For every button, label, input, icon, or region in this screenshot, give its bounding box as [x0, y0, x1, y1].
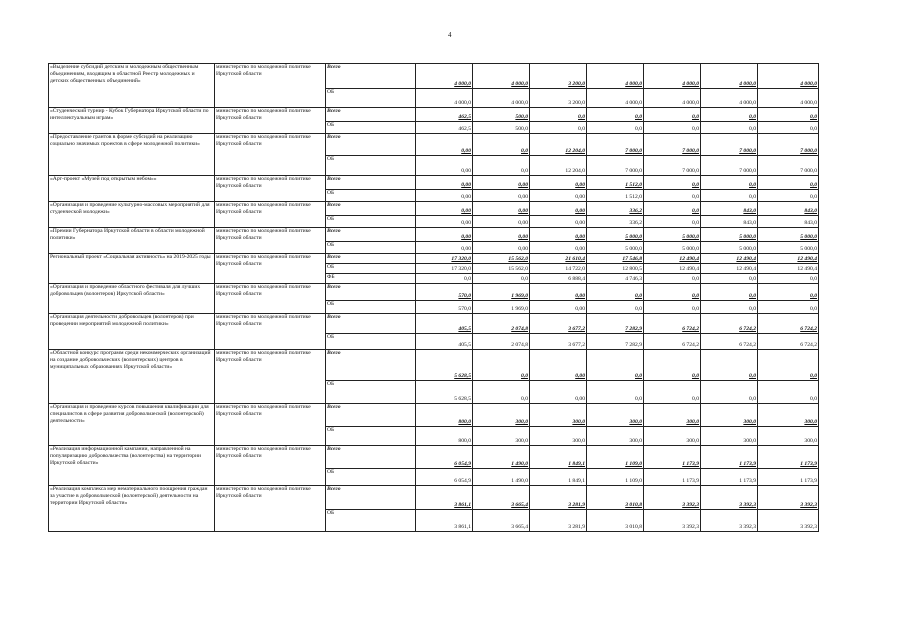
- activity-name: Региональный проект «Социальная активность» на 2019-2025 годы: [49, 254, 215, 284]
- amount-cell: 0,0: [701, 284, 758, 301]
- funding-source: ОБ: [326, 510, 416, 532]
- amount-cell: 7 000,0: [587, 134, 644, 156]
- amount-cell: 6 054,9: [416, 446, 473, 469]
- amount-cell: 12 490,4: [701, 264, 758, 274]
- amount-cell: 0,00: [530, 216, 587, 228]
- amount-cell: 4 000,0: [587, 64, 644, 89]
- amount-cell: 300,0: [473, 427, 530, 446]
- amount-cell: 6 724,2: [758, 314, 819, 334]
- amount-cell: 300,0: [473, 404, 530, 427]
- amount-cell: 500,0: [473, 122, 530, 134]
- funding-source: Всего: [326, 446, 416, 469]
- table-row: [49, 486, 819, 510]
- amount-cell: 1 849,1: [530, 469, 587, 486]
- funding-source: Всего: [326, 134, 416, 156]
- amount-cell: 0,0: [644, 350, 701, 381]
- amount-cell: 6 724,2: [644, 334, 701, 350]
- amount-cell: 3 010,8: [587, 486, 644, 510]
- amount-cell: 336,2: [587, 216, 644, 228]
- funding-source: ОБ: [326, 469, 416, 486]
- executor: министерство по молодежной политике Иркутской области: [215, 108, 326, 134]
- amount-cell: 300,0: [644, 427, 701, 446]
- amount-cell: 0,00: [473, 228, 530, 242]
- amount-cell: 0,0: [701, 108, 758, 122]
- amount-cell: 3 861,1: [416, 510, 473, 532]
- amount-cell: 4 000,0: [473, 64, 530, 89]
- amount-cell: 5 000,0: [758, 242, 819, 254]
- table-row: [49, 446, 819, 469]
- funding-table: [48, 63, 819, 532]
- amount-cell: 0,0: [587, 350, 644, 381]
- executor: министерство по молодежной политике Иркутской области: [215, 202, 326, 228]
- amount-cell: 0,0: [701, 301, 758, 314]
- amount-cell: 0,00: [530, 190, 587, 202]
- activity-name: «Организация деятельности добровольцев (волонтеров) при проведении мероприятий молодежной политики»: [49, 314, 215, 350]
- amount-cell: 1 173,9: [644, 469, 701, 486]
- executor: министерство по молодежной политике Иркутской области: [215, 284, 326, 314]
- amount-cell: 5 000,0: [644, 228, 701, 242]
- amount-cell: 800,0: [416, 404, 473, 427]
- activity-name: «Организация и проведение курсов повышения квалификации для специалистов в сфере развития добровольческой (волонтерской) деятельности»: [49, 404, 215, 446]
- amount-cell: 462,5: [416, 122, 473, 134]
- amount-cell: 0,0: [644, 108, 701, 122]
- funding-source: Всего: [326, 228, 416, 242]
- amount-cell: 800,0: [416, 427, 473, 446]
- amount-cell: 570,0: [416, 301, 473, 314]
- amount-cell: 3 200,0: [530, 64, 587, 89]
- amount-cell: 3 665,4: [473, 510, 530, 532]
- amount-cell: 5 628,5: [416, 350, 473, 381]
- amount-cell: 0,0: [416, 274, 473, 284]
- amount-cell: 0,0: [758, 108, 819, 122]
- amount-cell: 0,0: [644, 274, 701, 284]
- activity-name: «Организация и проведение областного фестиваля для лучших добровольцев (волонтеров) Иркутской области»: [49, 284, 215, 314]
- amount-cell: 4 000,0: [473, 89, 530, 108]
- amount-cell: 0,0: [530, 122, 587, 134]
- funding-source: Всего: [326, 202, 416, 216]
- amount-cell: 1 512,0: [587, 176, 644, 190]
- amount-cell: 3 861,1: [416, 486, 473, 510]
- amount-cell: 0,0: [587, 381, 644, 404]
- funding-source: Всего: [326, 314, 416, 334]
- amount-cell: 300,0: [587, 427, 644, 446]
- amount-cell: 0,0: [701, 274, 758, 284]
- amount-cell: 4 746,3: [587, 274, 644, 284]
- amount-cell: 6 888,4: [530, 274, 587, 284]
- activity-name: «Арт-проект «Музей под открытым небом»»: [49, 176, 215, 202]
- amount-cell: 3 677,2: [530, 314, 587, 334]
- funding-source: Всего: [326, 486, 416, 510]
- table-row: [49, 404, 819, 427]
- amount-cell: 0,0: [758, 274, 819, 284]
- amount-cell: 462,5: [416, 108, 473, 122]
- amount-cell: 3 392,3: [644, 486, 701, 510]
- amount-cell: 7 000,0: [758, 156, 819, 176]
- funding-source: ОБ: [326, 381, 416, 404]
- amount-cell: 843,0: [701, 216, 758, 228]
- executor: министерство по молодежной политике Иркутской области: [215, 64, 326, 108]
- amount-cell: 15 562,0: [473, 254, 530, 264]
- amount-cell: 1 173,9: [701, 469, 758, 486]
- amount-cell: 0,00: [530, 284, 587, 301]
- amount-cell: 4 000,0: [758, 64, 819, 89]
- executor: министерство по молодежной политике Иркутской области: [215, 486, 326, 532]
- table-row: [49, 254, 819, 264]
- amount-cell: 0,0: [701, 350, 758, 381]
- amount-cell: 1 173,9: [758, 469, 819, 486]
- amount-cell: 5 000,0: [587, 228, 644, 242]
- amount-cell: 0,0: [758, 190, 819, 202]
- funding-source: ОБ: [326, 334, 416, 350]
- amount-cell: 0,0: [644, 284, 701, 301]
- funding-source: Всего: [326, 108, 416, 122]
- amount-cell: 2 074,8: [473, 314, 530, 334]
- amount-cell: 7 000,0: [701, 156, 758, 176]
- funding-source: ОБ: [326, 427, 416, 446]
- amount-cell: 0,00: [416, 242, 473, 254]
- funding-source: ОБ: [326, 156, 416, 176]
- amount-cell: 0,00: [416, 216, 473, 228]
- amount-cell: 0,00: [473, 216, 530, 228]
- amount-cell: 5 000,0: [701, 242, 758, 254]
- amount-cell: 7 000,0: [701, 134, 758, 156]
- funding-source: Всего: [326, 64, 416, 89]
- amount-cell: 3 677,2: [530, 334, 587, 350]
- amount-cell: 3 281,9: [530, 510, 587, 532]
- amount-cell: 570,0: [416, 284, 473, 301]
- amount-cell: 0,0: [473, 350, 530, 381]
- amount-cell: 4 000,0: [416, 64, 473, 89]
- activity-name: «Студенческий турнир - Кубок Губернатора Иркутской области по интеллектуальным играм»: [49, 108, 215, 134]
- amount-cell: 0,00: [416, 228, 473, 242]
- amount-cell: 843,0: [758, 202, 819, 216]
- amount-cell: 6 054,9: [416, 469, 473, 486]
- funding-source: ОБ: [326, 216, 416, 228]
- activity-name: «Областной конкурс программ среди некоммерческих организаций на создание добровольческих (волонтерских) центров в муниципальных образованиях Иркутской области»: [49, 350, 215, 404]
- amount-cell: 300,0: [701, 427, 758, 446]
- table-row: [49, 64, 819, 89]
- amount-cell: 0,0: [587, 122, 644, 134]
- funding-source: ФБ: [326, 274, 416, 284]
- amount-cell: 12 490,4: [758, 254, 819, 264]
- amount-cell: 4 000,0: [587, 89, 644, 108]
- amount-cell: 12 490,4: [701, 254, 758, 264]
- amount-cell: 6 724,2: [701, 314, 758, 334]
- amount-cell: 3 392,3: [758, 510, 819, 532]
- amount-cell: 7 000,0: [587, 156, 644, 176]
- amount-cell: 0,0: [644, 190, 701, 202]
- amount-cell: 0,0: [758, 350, 819, 381]
- amount-cell: 0,00: [473, 242, 530, 254]
- amount-cell: 0,00: [530, 301, 587, 314]
- amount-cell: 7 282,9: [587, 314, 644, 334]
- funding-source: Всего: [326, 284, 416, 301]
- amount-cell: 17 320,0: [416, 264, 473, 274]
- amount-cell: 1 490,0: [473, 446, 530, 469]
- table-row: [49, 314, 819, 334]
- amount-cell: 0,00: [416, 176, 473, 190]
- funding-source: Всего: [326, 404, 416, 427]
- amount-cell: 6 724,2: [644, 314, 701, 334]
- amount-cell: 0,0: [473, 134, 530, 156]
- amount-cell: 3 010,8: [587, 510, 644, 532]
- amount-cell: 3 392,3: [758, 486, 819, 510]
- amount-cell: 0,0: [644, 381, 701, 404]
- amount-cell: 3 392,3: [701, 510, 758, 532]
- amount-cell: 0,00: [530, 228, 587, 242]
- amount-cell: 0,0: [473, 156, 530, 176]
- amount-cell: 0,0: [644, 176, 701, 190]
- executor: министерство по молодежной политике Иркутской области: [215, 228, 326, 254]
- amount-cell: 405,5: [416, 334, 473, 350]
- amount-cell: 500,0: [473, 108, 530, 122]
- amount-cell: 0,0: [758, 301, 819, 314]
- amount-cell: 0,00: [416, 190, 473, 202]
- amount-cell: 6 724,2: [701, 334, 758, 350]
- executor: министерство по молодежной политике Иркутской области: [215, 446, 326, 486]
- amount-cell: 12 490,4: [644, 254, 701, 264]
- table-row: [49, 228, 819, 242]
- activity-name: «Выделение субсидий детским и молодежным общественным объединениям, входящим в областной Реестр молодежных и детских общественных объединений»: [49, 64, 215, 108]
- amount-cell: 1 490,0: [473, 469, 530, 486]
- amount-cell: 843,0: [701, 202, 758, 216]
- activity-name: «Организация и проведение культурно-массовых мероприятий для студенческой молодежи»: [49, 202, 215, 228]
- amount-cell: 7 000,0: [644, 134, 701, 156]
- amount-cell: 0,0: [644, 122, 701, 134]
- amount-cell: 300,0: [587, 404, 644, 427]
- amount-cell: 4 000,0: [701, 64, 758, 89]
- amount-cell: 0,0: [473, 381, 530, 404]
- page-number: 4: [448, 31, 452, 39]
- amount-cell: 300,0: [644, 404, 701, 427]
- amount-cell: 1 849,1: [530, 446, 587, 469]
- amount-cell: 1 109,0: [587, 446, 644, 469]
- amount-cell: 0,0: [701, 381, 758, 404]
- table-body: [49, 64, 819, 532]
- amount-cell: 7 000,0: [644, 156, 701, 176]
- amount-cell: 0,0: [587, 301, 644, 314]
- executor: министерство по молодежной политике Иркутской области: [215, 350, 326, 404]
- amount-cell: 4 000,0: [644, 89, 701, 108]
- executor: министерство по молодежной политике Иркутской области: [215, 134, 326, 176]
- amount-cell: 300,0: [701, 404, 758, 427]
- executor: министерство по молодежной политике Иркутской области: [215, 314, 326, 350]
- table-row: [49, 284, 819, 301]
- amount-cell: 336,2: [587, 202, 644, 216]
- amount-cell: 5 628,5: [416, 381, 473, 404]
- amount-cell: 0,0: [758, 381, 819, 404]
- amount-cell: 7 000,0: [758, 134, 819, 156]
- amount-cell: 3 200,0: [530, 89, 587, 108]
- amount-cell: 0,00: [416, 156, 473, 176]
- amount-cell: 12 800,5: [587, 264, 644, 274]
- amount-cell: 1 969,0: [473, 284, 530, 301]
- activity-name: «Реализация комплекса мер нематериального поощрения граждан за участие в добровольческой (волонтерской) деятельности на территории Иркутской области»: [49, 486, 215, 532]
- amount-cell: 0,0: [587, 108, 644, 122]
- amount-cell: 300,0: [530, 404, 587, 427]
- amount-cell: 0,00: [530, 242, 587, 254]
- amount-cell: 3 392,3: [644, 510, 701, 532]
- amount-cell: 300,0: [758, 427, 819, 446]
- funding-source: Всего: [326, 254, 416, 264]
- amount-cell: 17 546,8: [587, 254, 644, 264]
- amount-cell: 0,00: [530, 202, 587, 216]
- amount-cell: 0,00: [473, 202, 530, 216]
- amount-cell: 5 000,0: [758, 228, 819, 242]
- amount-cell: 0,00: [530, 381, 587, 404]
- amount-cell: 0,0: [644, 216, 701, 228]
- table-row: [49, 176, 819, 190]
- amount-cell: 15 562,0: [473, 264, 530, 274]
- activity-name: «Премии Губернатора Иркутской области в области молодежной политики»: [49, 228, 215, 254]
- table-row: [49, 350, 819, 381]
- amount-cell: 0,0: [701, 176, 758, 190]
- funding-source: ОБ: [326, 122, 416, 134]
- executor: министерство по молодежной политике Иркутской области: [215, 404, 326, 446]
- amount-cell: 6 724,2: [758, 334, 819, 350]
- amount-cell: 300,0: [530, 427, 587, 446]
- amount-cell: 2 074,8: [473, 334, 530, 350]
- funding-source: Всего: [326, 176, 416, 190]
- amount-cell: 5 000,0: [701, 228, 758, 242]
- amount-cell: 4 000,0: [644, 64, 701, 89]
- amount-cell: 1 109,0: [587, 469, 644, 486]
- amount-cell: 4 000,0: [758, 89, 819, 108]
- executor: министерство по молодежной политике Иркутской области: [215, 254, 326, 284]
- amount-cell: 0,0: [758, 122, 819, 134]
- amount-cell: 12 204,0: [530, 134, 587, 156]
- amount-cell: 12 204,0: [530, 156, 587, 176]
- amount-cell: 0,0: [530, 108, 587, 122]
- amount-cell: 12 490,4: [644, 264, 701, 274]
- amount-cell: 7 282,9: [587, 334, 644, 350]
- amount-cell: 300,0: [758, 404, 819, 427]
- amount-cell: 405,5: [416, 314, 473, 334]
- amount-cell: 4 000,0: [416, 89, 473, 108]
- funding-source: ОБ: [326, 242, 416, 254]
- amount-cell: 5 000,0: [644, 242, 701, 254]
- table-row: [49, 108, 819, 122]
- amount-cell: 14 722,0: [530, 264, 587, 274]
- amount-cell: 0,00: [473, 190, 530, 202]
- amount-cell: 0,0: [473, 274, 530, 284]
- amount-cell: 0,0: [644, 301, 701, 314]
- amount-cell: 0,00: [530, 176, 587, 190]
- amount-cell: 0,00: [416, 202, 473, 216]
- activity-name: «Предоставление грантов в форме субсидий на реализацию социально значимых проектов в сфере молодежной политики»: [49, 134, 215, 176]
- amount-cell: 1 512,0: [587, 190, 644, 202]
- amount-cell: 0,00: [530, 350, 587, 381]
- amount-cell: 843,0: [758, 216, 819, 228]
- amount-cell: 0,0: [758, 284, 819, 301]
- funding-source: ОБ: [326, 89, 416, 108]
- table-row: [49, 202, 819, 216]
- funding-source: ОБ: [326, 190, 416, 202]
- funding-source: ОБ: [326, 301, 416, 314]
- amount-cell: 0,0: [701, 122, 758, 134]
- amount-cell: 3 665,4: [473, 486, 530, 510]
- amount-cell: 1 173,9: [758, 446, 819, 469]
- amount-cell: 4 000,0: [701, 89, 758, 108]
- funding-source: ОБ: [326, 264, 416, 274]
- funding-source: Всего: [326, 350, 416, 381]
- amount-cell: 0,0: [587, 284, 644, 301]
- amount-cell: 3 392,3: [701, 486, 758, 510]
- amount-cell: 1 173,9: [701, 446, 758, 469]
- amount-cell: 0,00: [473, 176, 530, 190]
- amount-cell: 5 000,0: [587, 242, 644, 254]
- amount-cell: 1 173,9: [644, 446, 701, 469]
- amount-cell: 0,0: [701, 190, 758, 202]
- amount-cell: 21 610,4: [530, 254, 587, 264]
- amount-cell: 17 320,0: [416, 254, 473, 264]
- amount-cell: 12 490,4: [758, 264, 819, 274]
- amount-cell: 0,0: [758, 176, 819, 190]
- amount-cell: 0,00: [416, 134, 473, 156]
- amount-cell: 0,0: [644, 202, 701, 216]
- amount-cell: 3 281,9: [530, 486, 587, 510]
- executor: министерство по молодежной политике Иркутской области: [215, 176, 326, 202]
- amount-cell: 1 969,0: [473, 301, 530, 314]
- activity-name: «Реализация информационной кампании, направленной на популяризацию добровольчества (волонтерства) на территории Иркутской области»: [49, 446, 215, 486]
- table-row: [49, 134, 819, 156]
